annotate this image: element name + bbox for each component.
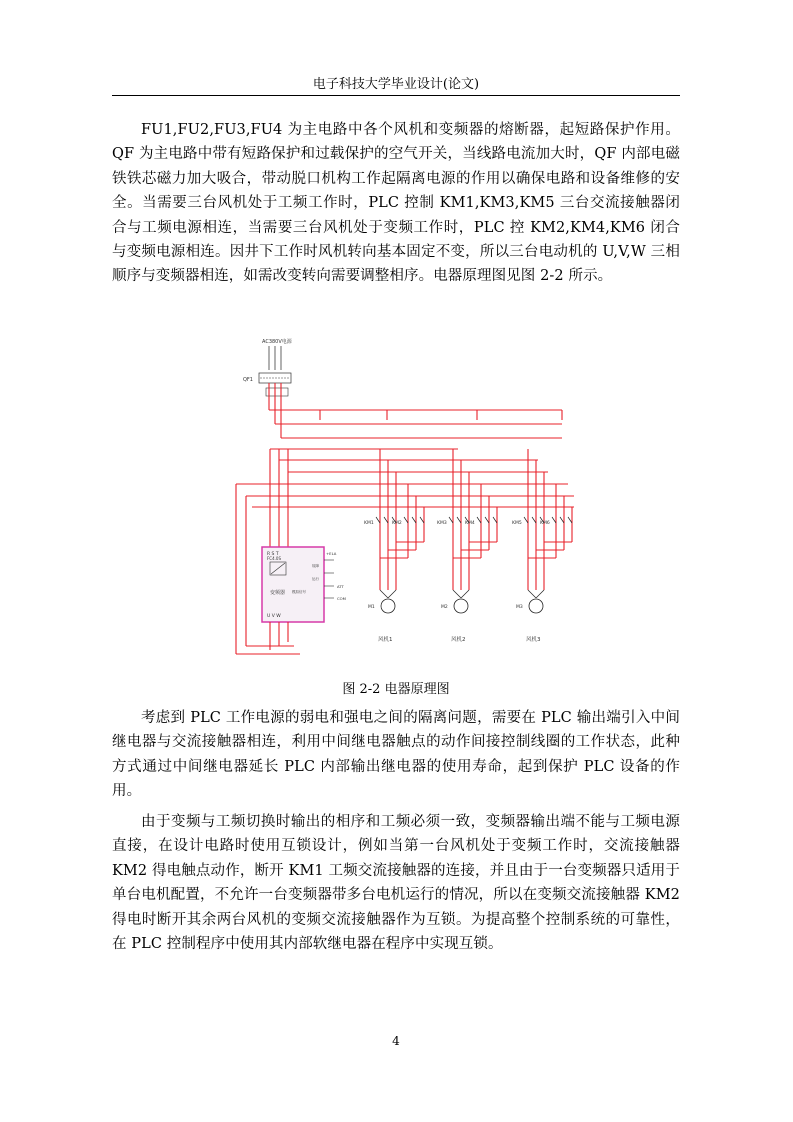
paragraph-2: 考虑到 PLC 工作电源的弱电和强电之间的隔离问题，需要在 PLC 输出端引入中间继电器与交流接触器相连，利用中间继电器触点的动作间接控制线圈的工作状态，此种方式通过中间继电器延长 PLC 内部输出继电器的使用寿命，起到保护 PLC 设备的作用。: [112, 710, 680, 800]
signal-ela-label: +ELA: [326, 551, 337, 556]
inverter-top-label: R S T: [267, 552, 279, 557]
inverter-name: 变频器: [270, 590, 286, 596]
signal-fault-label: 故障: [312, 564, 319, 568]
contactor-km2: [404, 517, 424, 523]
circuit-diagram: [222, 334, 576, 662]
breaker-label: QF1: [243, 377, 253, 383]
contactor-km2-label: KM2: [392, 521, 402, 526]
motor-m1-label: M1: [368, 605, 375, 610]
contactor-km4-label: KM4: [465, 521, 475, 526]
figure-caption: 图 2-2 电器原理图: [342, 682, 450, 697]
fan-2-label: 风机2: [451, 637, 466, 643]
motor-m2: [454, 599, 468, 613]
fan-1-label: 风机1: [378, 637, 393, 643]
page-header: 电子科技大学毕业设计(论文): [312, 77, 480, 92]
header-rule: [112, 95, 680, 96]
contactor-km5-label: KM5: [512, 521, 522, 526]
inverter-model: FC4.0S: [267, 556, 281, 561]
inverter-bottom-label: U V W: [267, 614, 281, 619]
paragraph-1: FU1,FU2,FU3,FU4 为主电路中各个风机和变频器的熔断器，起短路保护作用。QF 为主电路中带有短路保护和过载保护的空气开关，当线路电流加大时，QF 内部电磁铁铁芯磁力加大吸合，带动脱口机构工作起隔离电源的作用以确保电路和设备维修的安全。当需要三台风机处于工频工作时，PLC 控制 KM1,KM3,KM5 三台交流接触器闭合与工频电源相连，当需要三台风机处于变频工作时，PLC 控 KM2,KM4,KM6 闭合与变频电源相连。因井下工作时风机转向基本固定不变，所以三台电动机的 U,V,W 三相顺序与变频器相连，如需改变转向需要调整相序。电器原理图见图 2-2 所示。: [112, 122, 680, 285]
signal-run-label: 运行: [312, 577, 319, 581]
fan-3-label: 风机3: [526, 637, 541, 643]
motor-m3-label: M3: [516, 605, 523, 610]
contactor-km6-label: KM6: [540, 521, 550, 526]
source-label: AC380V电源: [262, 339, 292, 345]
contactor-km4: [477, 517, 497, 523]
paragraph-3: 由于变频与工频切换时输出的相序和工频必须一致，变频器输出端不能与工频电源直接，在设计电路时使用互锁设计，例如当第一台风机处于变频工作时，交流接触器 KM2 得电触点动作，断开 KM1 工频交流接触器的连接，并且由于一台变频器只适用于单台电机配置，不允许一台变频器带多台电机运行的情况，所以在变频交流接触器 KM2 得电时断开其余两台风机的变频交流接触器作为互锁。为提高整个控制系统的可靠性，在 PLC 控制程序中使用其内部软继电器在程序中实现互锁。: [112, 814, 680, 953]
page-number: 4: [392, 1034, 400, 1048]
contactor-km6: [552, 517, 572, 523]
inverter-sub-label: 模拟信号: [292, 590, 306, 594]
motor-m2-label: M2: [441, 605, 448, 610]
motor-m3: [529, 599, 543, 613]
contactor-km1-label: KM1: [364, 521, 374, 526]
signal-att-label: ATT: [337, 584, 344, 589]
contactor-km3-label: KM3: [437, 521, 447, 526]
signal-com-label: COM: [337, 596, 346, 601]
motor-m1: [381, 599, 395, 613]
